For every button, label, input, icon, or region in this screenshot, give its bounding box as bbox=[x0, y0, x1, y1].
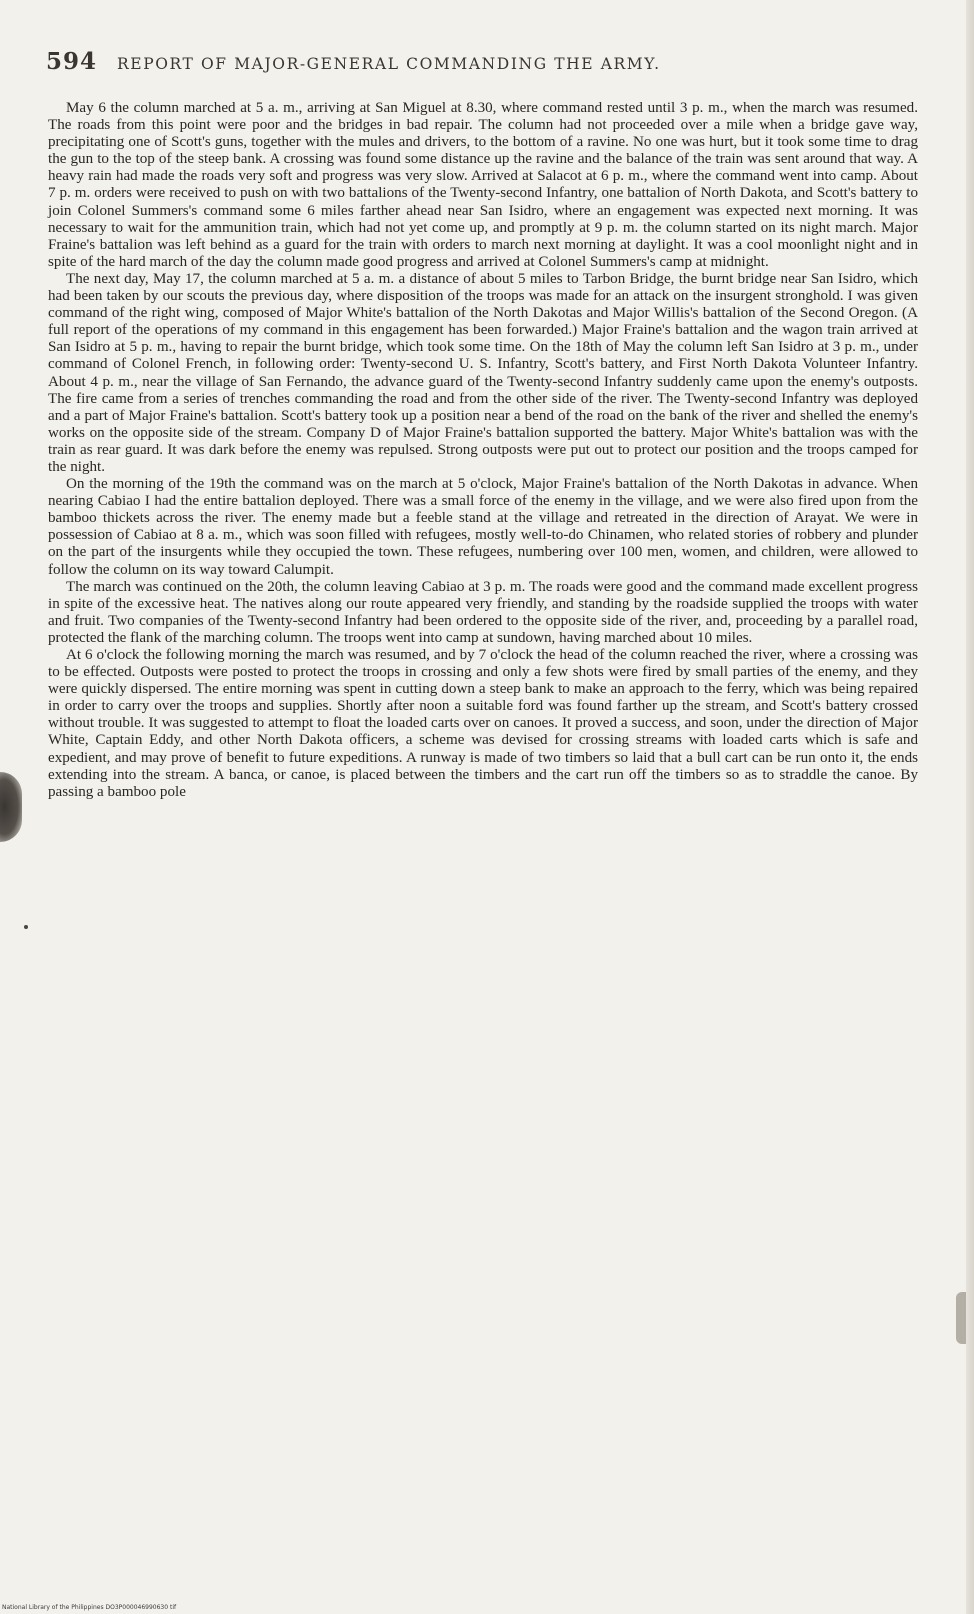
paragraph: May 6 the column marched at 5 a. m., arriving at San Miguel at 8.30, where command rested until 3 p. m., when the march was resumed. The roads from this point were poor and the bridges in bad repair. The column had not proceeded over a mile when a bridge gave way, precipitating one of Scott's guns, together with the mules and drivers, to the bottom of a ravine. No one was hurt, but it took some time to drag the gun to the top of the steep bank. A crossing was found some distance up the ravine and the balance of the train was sent around that way. A heavy rain had made the roads very soft and progress was very slow. Arrived at Salacot at 6 p. m., where the command went into camp. About 7 p. m. orders were received to push on with two battalions of the Twenty-second Infantry, one battalion of North Dakota, and Scott's battery to join Colonel Summers's command some 6 miles farther ahead near San Isidro, where an engagement was expected next morning. It was necessary to wait for the ammunition train, which had not yet come up, and promptly at 9 p. m. the column started on its night march. Major Fraine's battalion was left behind as a guard for the train with orders to march next morning at daylight. It was a cool moonlight night and in spite of the hard march of the day the column made good progress and arrived at Colonel Summers's camp at midnight. bbox=[48, 100, 918, 270]
page-number: 594 bbox=[46, 48, 98, 75]
edge-smudge bbox=[956, 1292, 966, 1344]
paragraph: The march was continued on the 20th, the column leaving Cabiao at 3 p. m. The roads were good and the command made excellent progress in spite of the excessive heat. The natives along our route appeared very friendly, and standing by the roadside supplied the troops with water and fruit. Two companies of the Twenty-second Infantry had been ordered to the opposite side of the river, and, proceeding by a parallel road, protected the flank of the marching column. The troops went into camp at sundown, having marched about 10 miles. bbox=[48, 578, 918, 646]
report-body bbox=[48, 100, 918, 801]
scan-credit: National Library of the Philippines DO3P000046990630 tif bbox=[2, 1604, 177, 1611]
page-edge bbox=[966, 0, 974, 1614]
page-header bbox=[46, 48, 926, 84]
binding-hole bbox=[0, 772, 22, 842]
paragraph: The next day, May 17, the column marched at 5 a. m. a distance of about 5 miles to Tarbon Bridge, the burnt bridge near San Isidro, which had been taken by our scouts the previous day, where disposition of the troops was made for an attack on the insurgent stronghold. I was given command of the right wing, composed of Major White's battalion of the North Dakotas and Major Willis's battalion of the Second Oregon. (A full report of the operations of my command in this engagement has been forwarded.) Major Fraine's battalion and the wagon train arrived at San Isidro at 5 p. m., having to repair the burnt bridge, which took some time. On the 18th of May the column left San Isidro at 3 p. m., under command of Colonel French, in following order: Twenty-second U. S. Infantry, Scott's battery, and First North Dakota Volunteer Infantry. About 4 p. m., near the village of San Fernando, the advance guard of the Twenty-second Infantry suddenly came upon the enemy's outposts. The fire came from a series of trenches commanding the road and from the other side of the river. The Twenty-second Infantry was deployed and a part of Major Fraine's battalion. Scott's battery took up a position near a bend of the road on the bank of the river and shelled the enemy's works on the opposite side of the stream. Company D of Major Fraine's battalion supported the battery. Major White's battalion was with the train as rear guard. It was dark before the enemy was repulsed. Strong outposts were put out to protect our position and the troops camped for the night. bbox=[48, 270, 918, 475]
margin-speck bbox=[24, 925, 28, 929]
paragraph: At 6 o'clock the following morning the march was resumed, and by 7 o'clock the head of the column reached the river, where a crossing was to be effected. Outposts were posted to protect the troops in crossing and only a few shots were fired by small parties of the enemy, and they were quickly dispersed. The entire morning was spent in cutting down a steep bank to make an approach to the ferry, which was being repaired in order to carry over the troops and supplies. Shortly after noon a suitable ford was found farther up the stream, and Scott's battery crossed without trouble. It was suggested to attempt to float the loaded carts over on canoes. It proved a success, and soon, under the direction of Major White, Captain Eddy, and other North Dakota officers, a scheme was devised for crossing streams with loaded carts which is safe and expedient, and may prove of benefit to future expeditions. A runway is made of two timbers so laid that a bull cart can be run onto it, the ends extending into the stream. A banca, or canoe, is placed between the timbers and the cart run off the timbers so as to straddle the canoe. By passing a bamboo pole bbox=[48, 647, 918, 800]
paragraph: On the morning of the 19th the command was on the march at 5 o'clock, Major Fraine's battalion of the North Dakotas in advance. When nearing Cabiao I had the entire battalion deployed. There was a small force of the enemy in the village, and we were also fired upon from the bamboo thickets across the river. The enemy made but a feeble stand at the village and retreated in the direction of Arayat. We were in possession of Cabiao at 8 a. m., which was soon filled with refugees, mostly well-to-do Chinamen, who related stories of robbery and plunder on the part of the insurgents while they occupied the town. These refugees, numbering over 100 men, women, and children, were allowed to follow the column on its way toward Calumpit. bbox=[48, 476, 918, 578]
running-title: REPORT OF MAJOR-GENERAL COMMANDING THE ARMY. bbox=[117, 55, 661, 73]
